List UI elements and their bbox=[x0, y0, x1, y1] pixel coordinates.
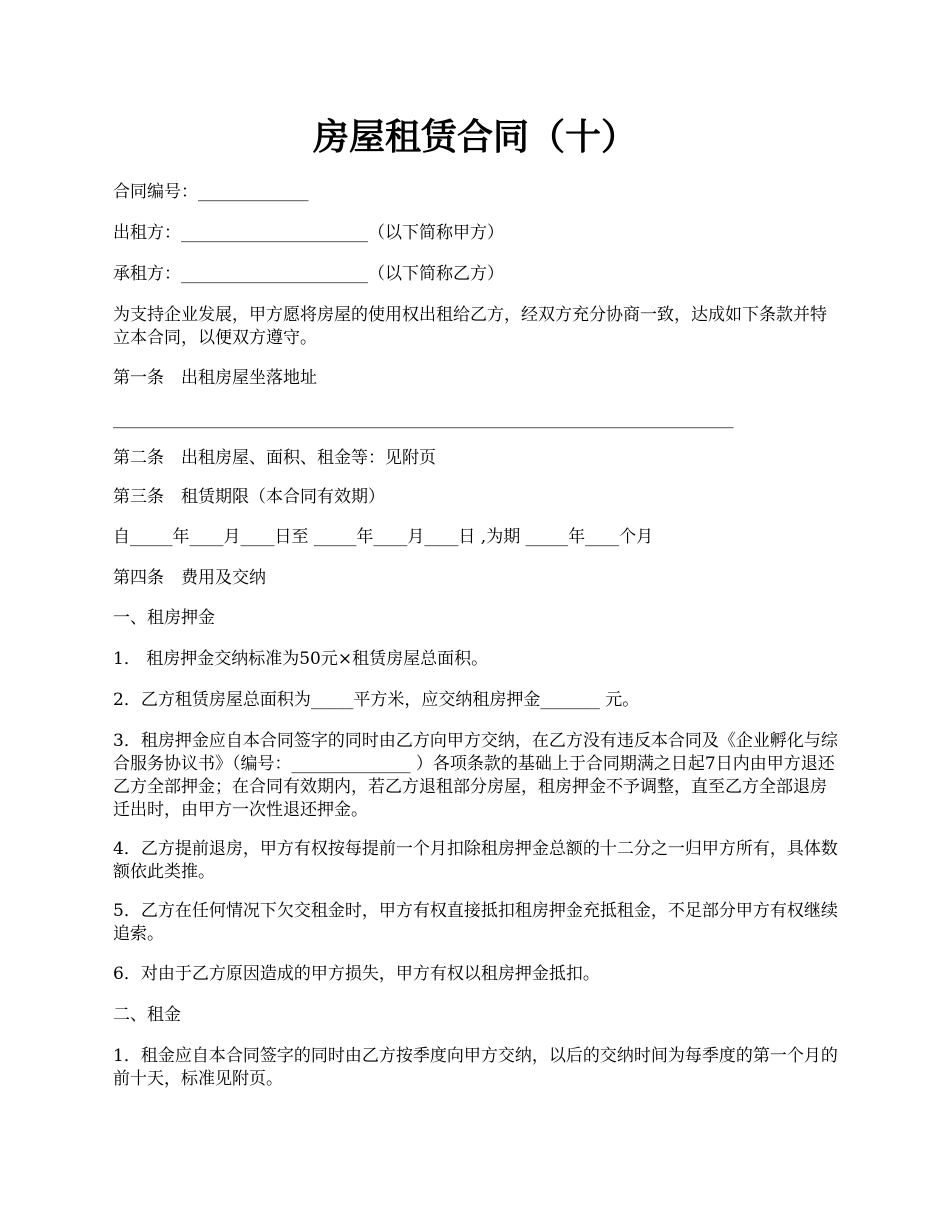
article-1-heading: 第一条 出租房屋坐落地址 bbox=[113, 368, 317, 388]
lessor-line: 出租方：______________________（以下简称甲方） bbox=[113, 223, 504, 243]
preamble-paragraph: 为支持企业发展，甲方愿将房屋的使用权出租给乙方，经双方充分协商一致，达成如下条款并特立本合同，以便双方遵守。 bbox=[113, 305, 827, 348]
deposit-item-2: 2．乙方租赁房屋总面积为_____平方米，应交纳租房押金_______ 元。 bbox=[113, 690, 640, 710]
lessee-line: 承租方：______________________（以下简称乙方） bbox=[113, 264, 504, 284]
contract-number-line: 合同编号：_____________ bbox=[113, 182, 309, 202]
page-title: 房屋租赁合同（十） bbox=[312, 116, 637, 158]
deposit-item-5: 5．乙方在任何情况下欠交租金时，甲方有权直接抵扣租房押金充抵租金，不足部分甲方有权继续追索。 bbox=[113, 901, 838, 944]
lease-term-line: 自_____年____月____日至 _____年____月____日 ,为期 _____年____个月 bbox=[113, 527, 654, 547]
deposit-item-1: 1． 租房押金交纳标准为50元×租赁房屋总面积。 bbox=[113, 649, 489, 669]
article-4-heading: 第四条 费用及交纳 bbox=[113, 568, 266, 588]
deposit-item-6: 6．对由于乙方原因造成的甲方损失，甲方有权以租房押金抵扣。 bbox=[113, 964, 600, 984]
section-deposit-heading: 一、租房押金 bbox=[113, 608, 215, 628]
deposit-item-4: 4．乙方提前退房，甲方有权按每提前一个月扣除租房押金总额的十二分之一归甲方所有，具体数额依此类推。 bbox=[113, 839, 838, 882]
article-3-heading: 第三条 租赁期限（本合同有效期） bbox=[113, 487, 385, 507]
article-2-heading: 第二条 出租房屋、面积、租金等：见附页 bbox=[113, 448, 436, 468]
deposit-item-3: 3．租房押金应自本合同签字的同时由乙方向甲方交纳，在乙方没有违反本合同及《企业孵化与综合服务协议书》（编号：______________ ）各项条款的基础上于合同期满之日起7日内由甲方退还乙方全部押金；在合同有效期内，若乙方退租部分房屋，租房押金不予调整，直至乙方全部退房迁出时，由甲方一次性退还押金。 bbox=[113, 731, 838, 820]
address-blank-line: _________________________________________________________________________ bbox=[113, 409, 734, 429]
section-rent-heading: 二、租金 bbox=[113, 1005, 181, 1025]
rent-item-1: 1．租金应自本合同签字的同时由乙方按季度向甲方交纳，以后的交纳时间为每季度的第一个月的前十天，标准见附页。 bbox=[113, 1046, 838, 1089]
